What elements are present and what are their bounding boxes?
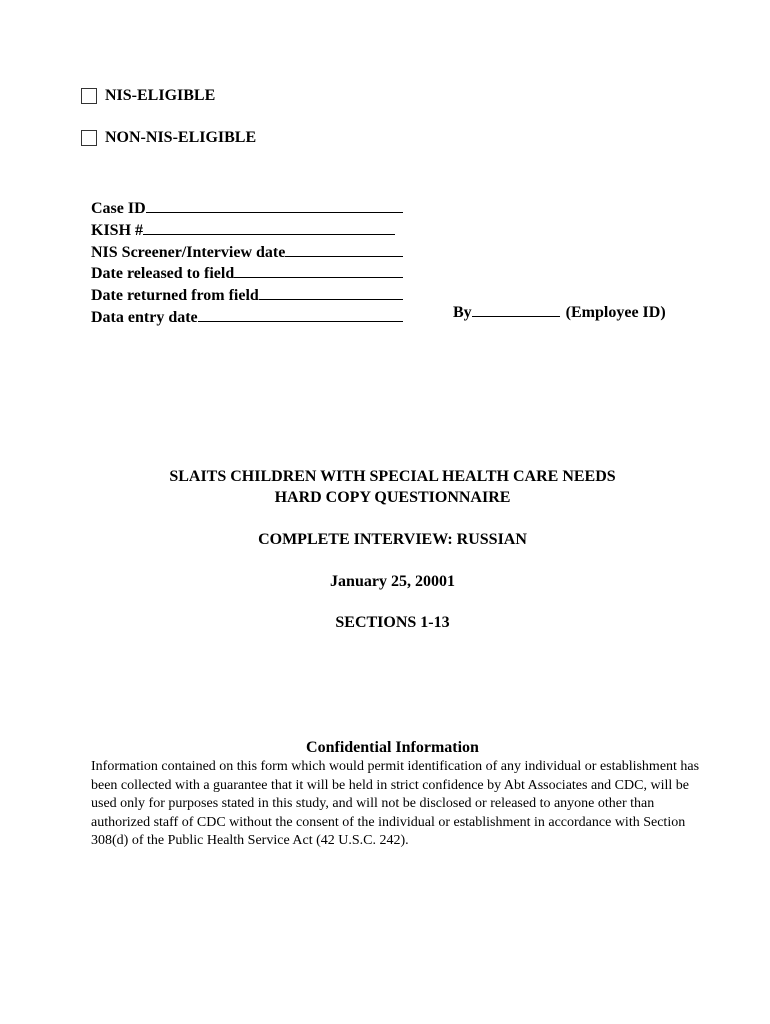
case-id-input[interactable] <box>146 198 403 213</box>
nis-eligible-checkbox[interactable] <box>81 87 215 105</box>
title-line-2: HARD COPY QUESTIONNAIRE <box>274 489 511 506</box>
employee-id-field[interactable] <box>453 302 666 322</box>
tracking-fields <box>91 198 403 329</box>
nis-eligible-label: NIS-ELIGIBLE <box>105 87 216 104</box>
kish-field[interactable] <box>91 220 395 242</box>
confidential-body: Information contained on this form which would permit identification of any individual or establishment has been collected with a guarantee that it will be held in strict confidence by Abt Associates and CDC, will be used only for purposes stated in this study, and will not be disclosed or released to anyone other than authorized staff of CDC without the consent of the individual or establishment in accordance with Section 308(d) of the Public Health Service Act (42 U.S.C. 242). <box>91 759 700 849</box>
case-id-field[interactable] <box>91 198 403 220</box>
non-nis-eligible-checkbox[interactable] <box>81 129 256 147</box>
screener-date-input[interactable] <box>285 242 403 257</box>
date-released-input[interactable] <box>234 263 403 278</box>
field-label: KISH # <box>91 221 144 239</box>
date-released-field[interactable] <box>91 263 403 285</box>
document-date: January 25, 20001 <box>330 573 455 590</box>
field-label: Date returned from field <box>91 287 259 305</box>
employee-id-label: (Employee ID) <box>565 304 666 321</box>
date-returned-field[interactable] <box>91 285 403 307</box>
data-entry-date-field[interactable] <box>91 307 403 329</box>
field-label: Data entry date <box>91 308 198 326</box>
employee-id-input[interactable] <box>472 302 560 317</box>
field-label: Case ID <box>91 200 146 217</box>
field-label: NIS Screener/Interview date <box>91 243 286 261</box>
sections: SECTIONS 1-13 <box>335 614 450 631</box>
non-nis-eligible-label: NON-NIS-ELIGIBLE <box>105 129 257 146</box>
title-line-1: SLAITS CHILDREN WITH SPECIAL HEALTH CARE NEEDS <box>169 468 616 485</box>
date-returned-input[interactable] <box>259 285 403 300</box>
subtitle: COMPLETE INTERVIEW: RUSSIAN <box>258 531 527 548</box>
kish-input[interactable] <box>143 220 395 235</box>
checkbox-icon[interactable] <box>81 130 97 146</box>
data-entry-date-input[interactable] <box>198 307 403 322</box>
checkbox-icon[interactable] <box>81 88 97 104</box>
by-label: By <box>453 304 472 321</box>
field-label: Date released to field <box>91 265 235 283</box>
screener-date-field[interactable] <box>91 242 403 264</box>
confidential-heading: Confidential Information <box>306 739 479 756</box>
